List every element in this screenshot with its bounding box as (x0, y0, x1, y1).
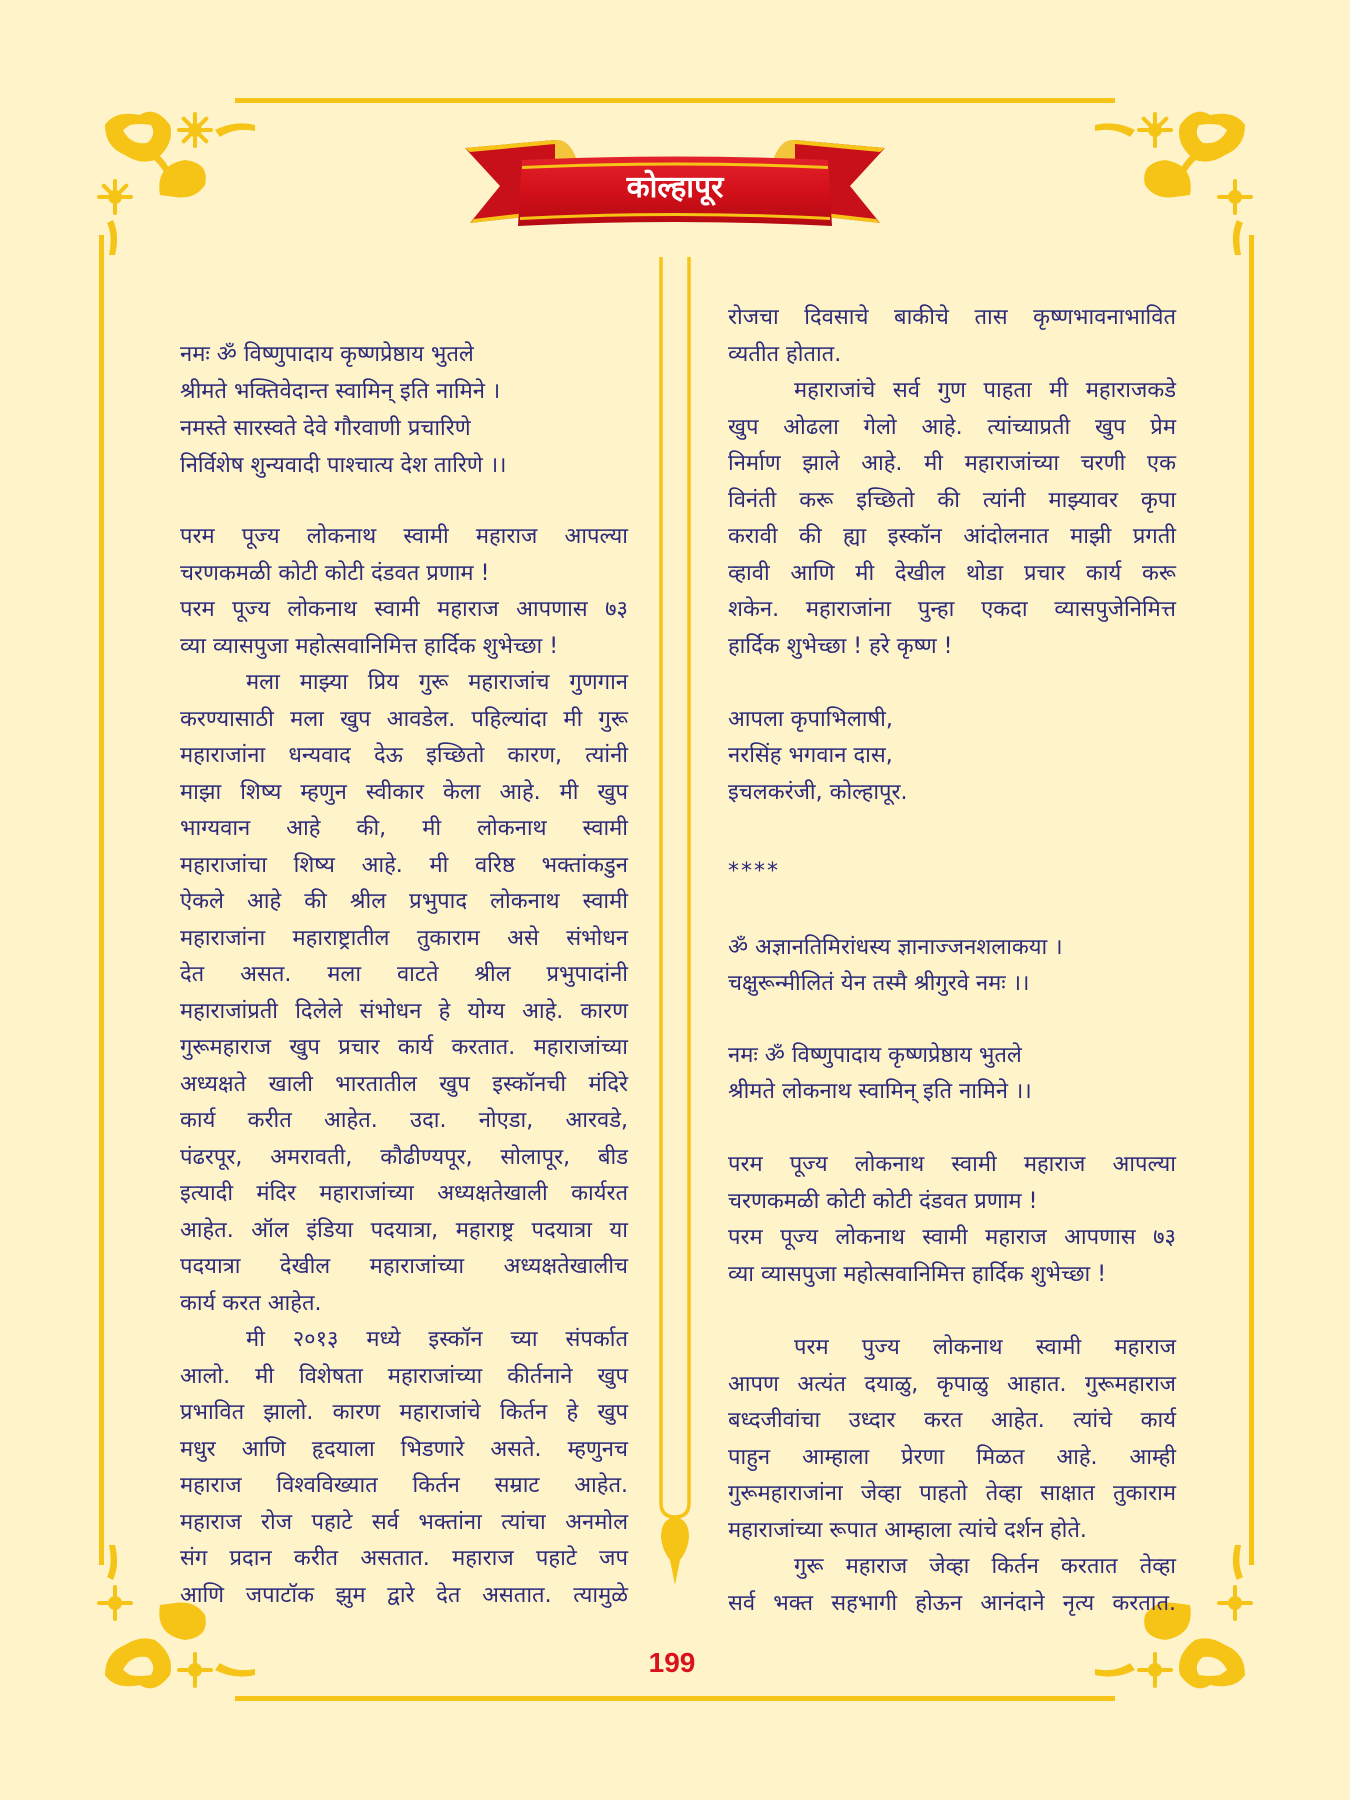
text-line: गुरूमहाराजांना जेव्हा पाहतो तेव्हा साक्षात तुकाराम (728, 1481, 1176, 1506)
verse-line: नमः ॐ विष्णुपादाय कृष्णप्रेष्ठाय भुतले (728, 1043, 1022, 1068)
text-line: शकेन. महाराजांना पुन्हा एकदा व्यासपुजेनिमित्त (728, 597, 1176, 622)
text-line: व्यतीत होतात. (728, 342, 842, 367)
text-line: महाराजांच्या रूपात आम्हाला त्यांचे दर्शन होते. (728, 1518, 1087, 1543)
text-line: पंढरपूर, अमरावती, कौढीण्यपूर, सोलापूर, बीड (180, 1145, 628, 1170)
text-line: महाराजांप्रती दिलेले संभोधन हे योग्य आहे. कारण (180, 999, 628, 1024)
signature-line: इचलकरंजी, कोल्हापूर. (728, 780, 908, 805)
text-line: चरणकमळी कोटी कोटी दंडवत प्रणाम ! (728, 1189, 1038, 1214)
text-line: इत्यादी मंदिर महाराजांच्या अध्यक्षतेखाली कार्यरत (180, 1181, 628, 1206)
text-line: व्या व्यासपुजा महोत्सवानिमित्त हार्दिक शुभेच्छा ! (728, 1262, 1107, 1287)
text-line: माझा शिष्य म्हणुन स्वीकार केला आहे. मी खुप (180, 780, 628, 805)
verse-line: ॐ अज्ञानतिमिरांधस्य ज्ञानाज्जनशलाकया । (728, 935, 1063, 960)
page-number: 199 (648, 1647, 696, 1678)
text-line: कार्य करत आहेत. (180, 1291, 322, 1316)
verse-line: श्रीमते भक्तिवेदान्त स्वामिन् इति नामिने । (180, 379, 501, 404)
verse-line: नमस्ते सारस्वते देवे गौरवाणी प्रचारिणे (180, 416, 471, 441)
text-line: निर्माण झाले आहे. मी महाराजांच्या चरणी एक (728, 451, 1176, 476)
text-line: मला माझ्या प्रिय गुरू महाराजांच गुणगान (246, 670, 628, 695)
text-line: महाराजांना महाराष्ट्रातील तुकाराम असे संभोधन (180, 926, 628, 951)
text-line: चरणकमळी कोटी कोटी दंडवत प्रणाम ! (180, 561, 490, 586)
text-line: आहेत. ऑल इंडिया पदयात्रा, महाराष्ट्र पदयात्रा या (180, 1218, 628, 1243)
text-line: आपण अत्यंत दयाळु, कृपाळु आहात. गुरूमहाराज (728, 1372, 1176, 1397)
verse-line: श्रीमते लोकनाथ स्वामिन् इति नामिने ।। (728, 1079, 1032, 1104)
text-line: मधुर आणि हृदयाला भिडणारे असते. म्हणुनच (180, 1437, 628, 1462)
text-line: रोजचा दिवसाचे बाकीचे तास कृष्णभावनाभावित (728, 305, 1176, 330)
border-right (1249, 235, 1254, 1565)
signature-line: आपला कृपाभिलाषी, (728, 707, 893, 732)
tilak-divider-icon (650, 255, 702, 1595)
text-line: गुरू महाराज जेव्हा किर्तन करतात तेव्हा (794, 1554, 1176, 1579)
text-line: आलो. मी विशेषता महाराजांच्या कीर्तनाने खुप (180, 1364, 628, 1389)
text-line: सर्व भक्त सहभागी होऊन आनंदाने नृत्य करतात. (728, 1591, 1176, 1616)
border-top (235, 98, 1115, 103)
border-left (99, 235, 104, 1565)
text-line: व्या व्यासपुजा महोत्सवानिमित्त हार्दिक शुभेच्छा ! (180, 634, 559, 659)
text-line: देत असत. मला वाटते श्रील प्रभुपादांनी (180, 962, 628, 987)
signature-line: नरसिंह भगवान दास, (728, 743, 893, 768)
text-line: परम पूज्य लोकनाथ स्वामी महाराज आपणास ७३ (728, 1225, 1176, 1250)
text-line: महाराजांना धन्यवाद देऊ इच्छितो कारण, त्यांनी (180, 743, 628, 768)
text-line: परम पूज्य लोकनाथ स्वामी महाराज आपल्या (728, 1152, 1176, 1177)
text-line: हार्दिक शुभेच्छा ! हरे कृष्ण ! (728, 634, 953, 659)
section-separator: **** (728, 859, 780, 884)
text-line: प्रभावित झालो. कारण महाराजांचे किर्तन हे खुप (180, 1400, 628, 1425)
text-line: करावी की ह्या इस्कॉन आंदोलनात माझी प्रगती (728, 524, 1176, 549)
text-line: महाराज रोज पहाटे सर्व भक्तांना त्यांचा अनमोल (180, 1510, 628, 1535)
text-line: भाग्यवान आहे की, मी लोकनाथ स्वामी (180, 816, 628, 841)
text-line: पाहुन आम्हाला प्रेरणा मिळत आहे. आम्ही (728, 1445, 1176, 1470)
text-line: व्हावी आणि मी देखील थोडा प्रचार कार्य करू (728, 561, 1176, 586)
text-line: महाराजांचे सर्व गुण पाहता मी महाराजकडे (794, 378, 1176, 403)
text-line: अध्यक्षते खाली भारतातील खुप इस्कॉनची मंदिरे (180, 1072, 628, 1097)
text-line: संग प्रदान करीत असतात. महाराज पहाटे जप (180, 1546, 628, 1571)
text-line: विनंती करू इच्छितो की त्यांनी माझ्यावर कृपा (728, 488, 1176, 513)
text-line: महाराजांचा शिष्य आहे. मी वरिष्ठ भक्तांकडुन (180, 853, 628, 878)
verse-line: नमः ॐ विष्णुपादाय कृष्णप्रेष्ठाय भुतले (180, 342, 474, 367)
verse-line: चक्षुरून्मीलितं येन तस्मै श्रीगुरवे नमः ।। (728, 971, 1030, 996)
text-line: पदयात्रा देखील महाराजांच्या अध्यक्षतेखालीच (180, 1254, 628, 1279)
text-line: परम पुज्य लोकनाथ स्वामी महाराज (794, 1335, 1176, 1360)
text-line: मी २०१३ मध्ये इस्कॉन च्या संपर्कात (246, 1327, 628, 1352)
text-line: परम पूज्य लोकनाथ स्वामी महाराज आपणास ७३ (180, 597, 628, 622)
text-line: आणि जपाटॉक झुम द्वारे देत असतात. त्यामुळे (180, 1583, 628, 1608)
text-line: कार्य करीत आहेत. उदा. नोएडा, आरवडे, (180, 1108, 628, 1133)
text-line: बध्दजीवांचा उध्दार करत आहेत. त्यांचे कार्य (728, 1408, 1176, 1433)
text-line: महाराज विश्वविख्यात किर्तन सम्राट आहेत. (180, 1473, 628, 1498)
text-line: करण्यासाठी मला खुप आवडेल. पहिल्यांदा मी गुरू (180, 707, 628, 732)
verse-line: निर्विशेष शुन्यवादी पाश्चात्य देश तारिणे ।। (180, 453, 507, 478)
text-line: परम पूज्य लोकनाथ स्वामी महाराज आपल्या (180, 524, 628, 549)
border-bottom (235, 1696, 1115, 1701)
text-line: खुप ओढला गेलो आहे. त्यांच्याप्रती खुप प्रेम (728, 415, 1176, 440)
page-title: कोल्हापूर (626, 170, 724, 205)
text-line: गुरूमहाराज खुप प्रचार कार्य करतात. महाराजांच्या (180, 1035, 628, 1060)
text-line: ऐकले आहे की श्रील प्रभुपाद लोकनाथ स्वामी (180, 889, 628, 914)
